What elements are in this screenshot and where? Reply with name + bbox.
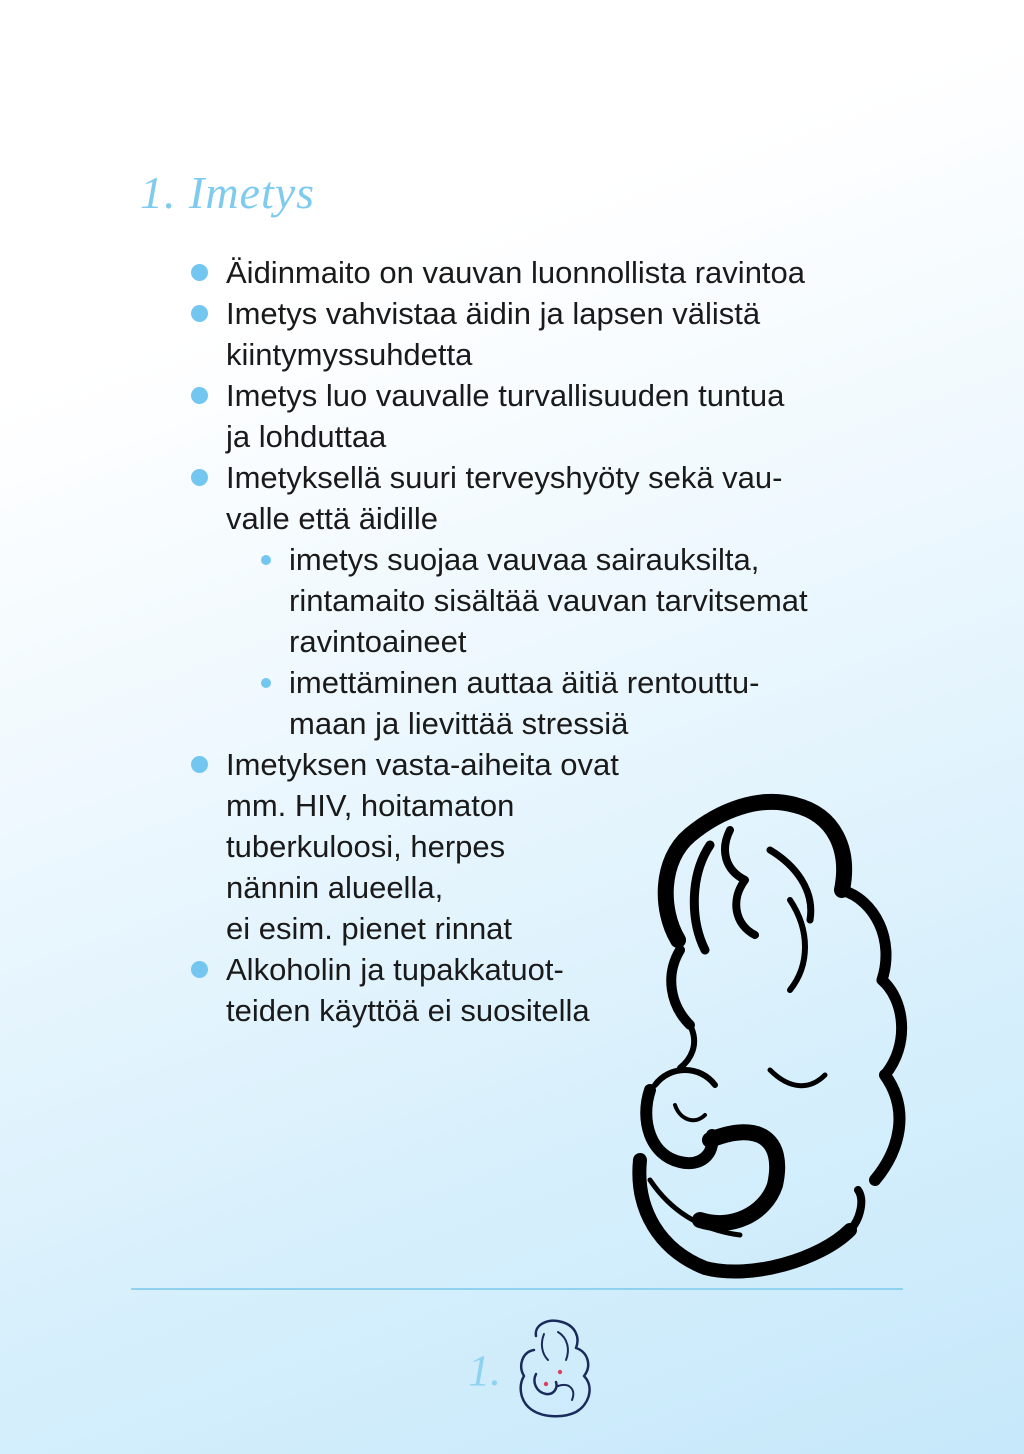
page-number: 1. bbox=[468, 1346, 501, 1395]
sub-list-item bbox=[188, 539, 808, 662]
list-item-text: Imetys luo vauvalle turvallisuuden tuntua bbox=[226, 378, 785, 413]
list-item bbox=[188, 375, 805, 457]
sub-list-item-text: imettäminen auttaa äitiä rentouttu- bbox=[289, 665, 760, 700]
list-item bbox=[188, 252, 805, 293]
list-item-text: teiden käyttöä ei suositella bbox=[226, 993, 590, 1028]
footer-divider bbox=[131, 1288, 903, 1290]
list-item-text: Imetyksellä suuri terveyshyöty sekä vau- bbox=[226, 460, 783, 495]
sub-list-item-text: maan ja lievittää stressiä bbox=[289, 706, 629, 741]
bullet-dot-icon bbox=[191, 756, 208, 773]
list-item bbox=[188, 949, 619, 1031]
sub-bullet-dot-icon bbox=[261, 555, 271, 565]
sub-list-item-text: rintamaito sisältää vauvan tarvitsemat bbox=[289, 583, 808, 618]
list-item-text: valle että äidille bbox=[226, 501, 438, 536]
mother-and-baby-logo-icon bbox=[514, 1316, 598, 1420]
list-item-text: mm. HIV, hoitamaton bbox=[226, 788, 515, 823]
sub-bullet-dot-icon bbox=[261, 678, 271, 688]
bullet-dot-icon bbox=[191, 305, 208, 322]
list-item-text: Äidinmaito on vauvan luonnollista ravintoa bbox=[226, 255, 806, 290]
list-item-text: ei esim. pienet rinnat bbox=[226, 911, 513, 946]
sub-list-item-text: ravintoaineet bbox=[289, 624, 467, 659]
list-item bbox=[188, 293, 805, 375]
list-item bbox=[188, 744, 619, 949]
sub-bullet-list bbox=[188, 539, 808, 744]
list-item-text: Imetys vahvistaa äidin ja lapsen välistä bbox=[226, 296, 761, 331]
bullet-dot-icon bbox=[191, 961, 208, 978]
sub-list-item bbox=[188, 662, 808, 744]
bullet-list-continued bbox=[188, 744, 619, 1031]
list-item-text: Imetyksen vasta-aiheita ovat bbox=[226, 747, 619, 782]
mother-breastfeeding-illustration bbox=[620, 790, 920, 1280]
bullet-dot-icon bbox=[191, 469, 208, 486]
page-title: 1. Imetys bbox=[140, 167, 316, 218]
bullet-list bbox=[188, 252, 805, 539]
list-item-text: kiintymyssuhdetta bbox=[226, 337, 473, 372]
sub-list-item-text: imetys suojaa vauvaa sairauksilta, bbox=[289, 542, 760, 577]
list-item-text: tuberkuloosi, herpes bbox=[226, 829, 506, 864]
bullet-dot-icon bbox=[191, 387, 208, 404]
bullet-dot-icon bbox=[191, 264, 208, 281]
list-item-text: nännin alueella, bbox=[226, 870, 444, 905]
list-item-text: ja lohduttaa bbox=[226, 419, 387, 454]
list-item bbox=[188, 457, 805, 539]
list-item-text: Alkoholin ja tupakkatuot- bbox=[226, 952, 564, 987]
